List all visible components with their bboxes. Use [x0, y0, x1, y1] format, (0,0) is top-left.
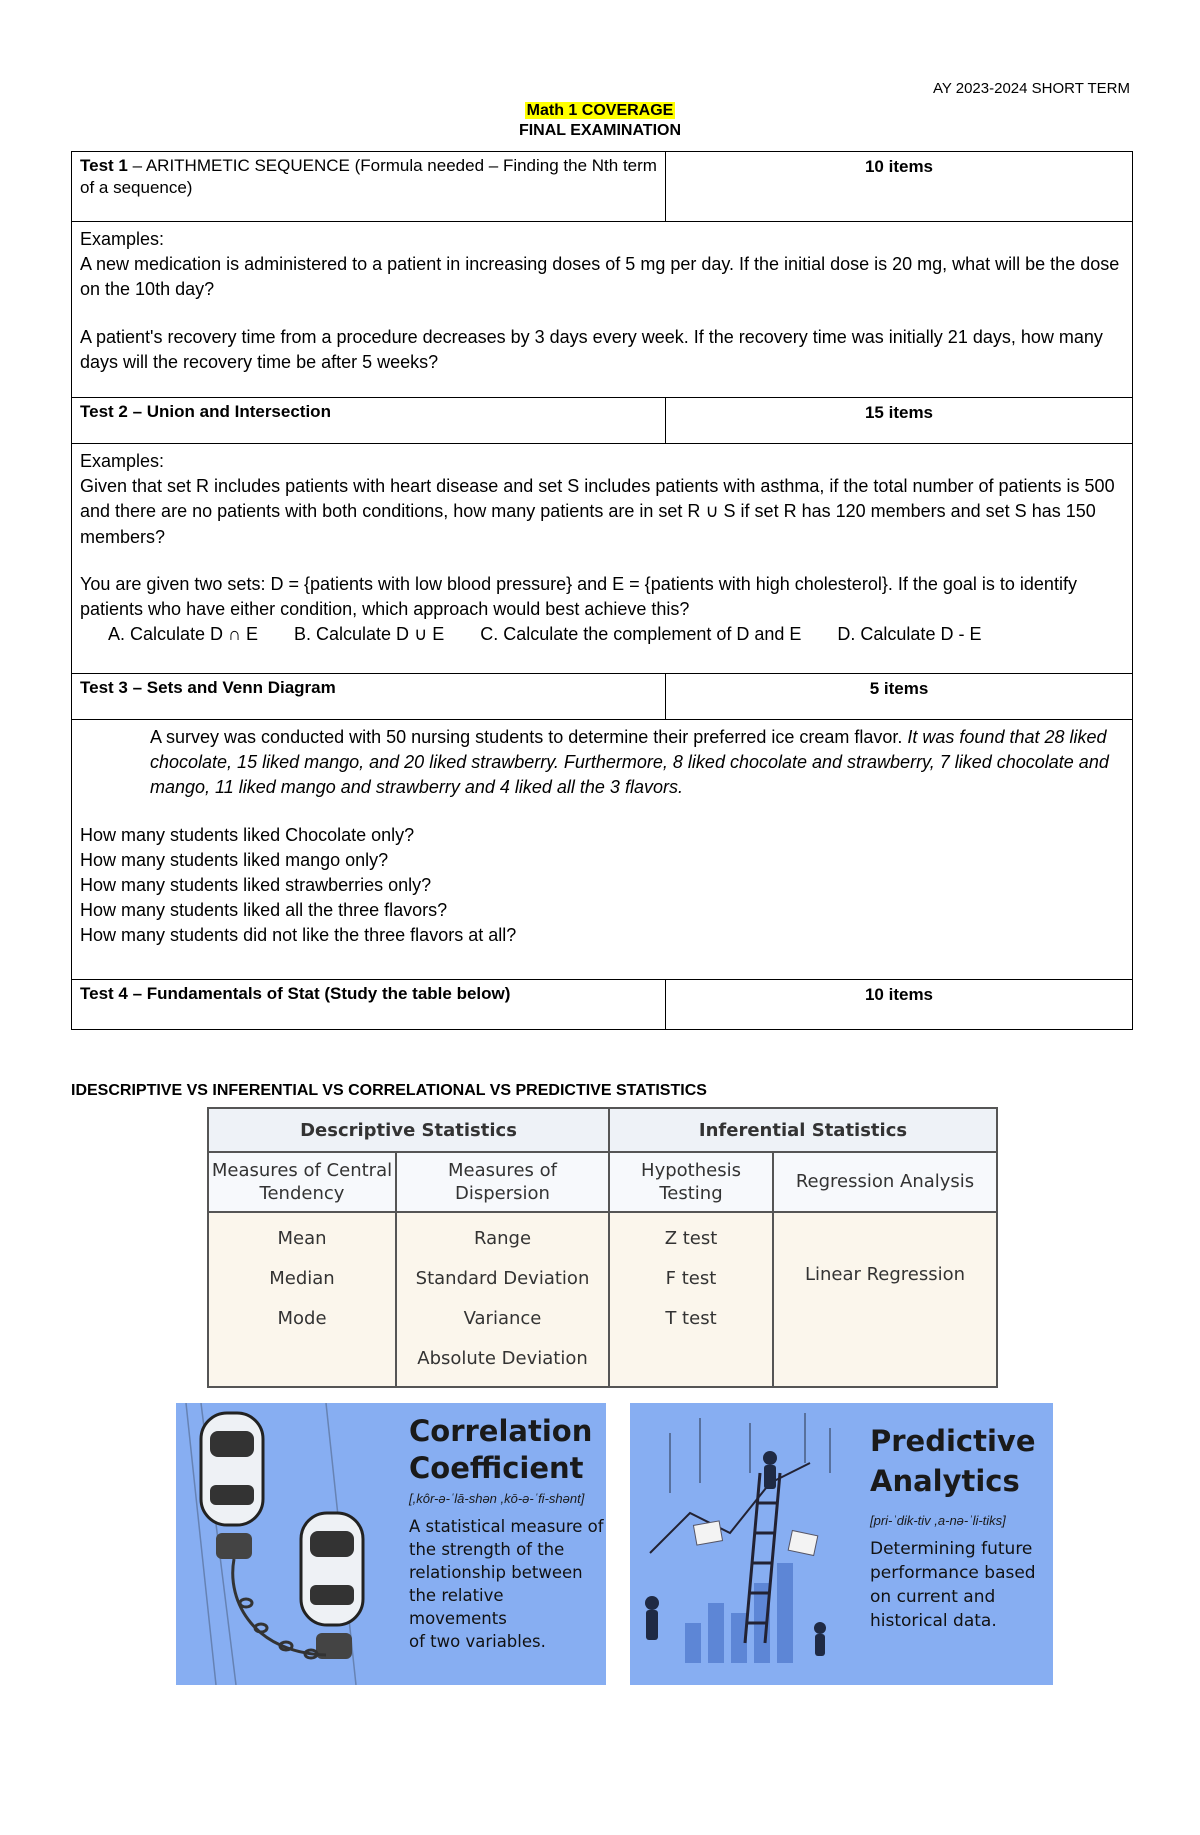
test2-items: 15 items: [666, 398, 1133, 444]
statistics-heading: IDESCRIPTIVE VS INFERENTIAL VS CORRELATIONAL VS PREDICTIVE STATISTICS: [71, 1082, 707, 1099]
desc-line: of two variables.: [409, 1632, 546, 1651]
statistics-table: [207, 1107, 998, 1388]
test3-header: [72, 674, 666, 720]
test2-example-2: You are given two sets: D = {patients with low blood pressure} and E = {patients with high cholesterol}. If the goal is to identify patients who have either condition, which approach would best achieve this?: [80, 573, 1077, 619]
test3-name: Test 3 – Sets and Venn Diagram: [80, 678, 336, 697]
option-c: C. Calculate the complement of D and E: [480, 624, 802, 645]
coverage-title: Math 1 COVERAGE: [526, 102, 674, 119]
desc-line: performance based: [870, 1563, 1036, 1583]
predictive-title-line2: Analytics: [870, 1464, 1020, 1498]
examples-label: Examples:: [80, 229, 165, 249]
hypothesis-testing-list: [609, 1212, 773, 1387]
list-item: T test: [665, 1308, 717, 1329]
coverage-table: [71, 151, 1133, 1030]
test3-question-4: How many students liked all the three flavors?: [80, 900, 448, 921]
test3-intro-plain: A survey was conducted with 50 nursing students to determine their preferred ice cream flavor.: [150, 727, 908, 747]
predictive-analytics-card: [630, 1403, 1053, 1685]
test3-intro-italic: It was found that 28 liked chocolate, 15 liked mango, and 20 liked strawberry. Furthermore, 8 liked chocolate and strawberry, 7 liked chocolate and mango, 11 liked mango and strawberry and 4 liked all the 3 flavors.: [150, 727, 1109, 798]
central-tendency-list: [208, 1212, 396, 1387]
correlation-description: [409, 1515, 606, 1653]
test2-name: Test 2 – Union and Intersection: [80, 402, 331, 421]
option-b: B. Calculate D ∪ E: [294, 624, 445, 645]
test3-question-1: How many students liked Chocolate only?: [80, 824, 415, 845]
list-item: Range: [473, 1228, 532, 1249]
test3-question-3: How many students liked strawberries only?: [80, 874, 432, 895]
correlation-title-line1: Correlation: [409, 1414, 593, 1448]
list-item: F test: [665, 1268, 717, 1289]
desc-line: the relative movements: [409, 1586, 507, 1628]
desc-line: the strength of the: [409, 1540, 565, 1559]
test1-example-2: A patient's recovery time from a procedure decreases by 3 days every week. If the recovery time was initially 21 days, how many days will the recovery time be after 5 weeks?: [80, 326, 1103, 372]
test1-header: [72, 152, 666, 222]
regression-analysis-list: [773, 1212, 997, 1387]
correlation-pronunciation: [,kôr-ə-ˈlā-shən ,kō-ə-ˈfi-shənt]: [409, 1491, 585, 1506]
test2-examples: [72, 444, 1133, 674]
test3-items: 5 items: [666, 674, 1133, 720]
test1-examples: [72, 222, 1133, 398]
test2-example-1: Given that set R includes patients with heart disease and set S includes patients with asthma, if the total number of patients is 500 and there are no patients with both conditions, how many patients are in set R ∪ S if set R has 120 members and set S has 150 members?: [80, 476, 1115, 547]
car-top-icon: [201, 1413, 263, 1559]
test1-topic: – ARITHMETIC SEQUENCE (Formula needed – Finding the Nth term of a sequence): [80, 156, 657, 198]
desc-line: A statistical measure of: [409, 1517, 604, 1536]
list-item: Z test: [664, 1228, 718, 1249]
hypothesis-testing-header: Hypothesis Testing: [609, 1152, 773, 1212]
inferential-statistics-header: Inferential Statistics: [609, 1108, 997, 1152]
academic-term: AY 2023-2024 SHORT TERM: [932, 80, 1130, 97]
desc-line: historical data.: [870, 1611, 997, 1631]
document-title-block: [0, 102, 1200, 140]
examples-label: Examples:: [80, 451, 165, 471]
list-item: Mode: [277, 1308, 327, 1329]
option-a: A. Calculate D ∩ E: [108, 624, 258, 645]
list-item: Linear Regression: [804, 1264, 966, 1285]
test1-example-1: A new medication is administered to a patient in increasing doses of 5 mg per day. If the initial dose is 20 mg, what will be the dose on the 10th day?: [80, 254, 1120, 300]
list-item: Absolute Deviation: [417, 1348, 588, 1369]
bar-chart-icon: [685, 1563, 793, 1663]
predictive-pronunciation: [pri-ˈdik-tiv ,a-nə-ˈli-tiks]: [870, 1513, 1006, 1528]
analytics-illustration: [630, 1403, 860, 1685]
test3-question-2: How many students liked mango only?: [80, 849, 389, 870]
predictive-title-line1: Predictive: [870, 1424, 1036, 1458]
list-item: Standard Deviation: [415, 1268, 590, 1289]
descriptive-statistics-header: Descriptive Statistics: [208, 1108, 609, 1152]
test4-header: [72, 980, 666, 1030]
test3-intro: [80, 725, 1124, 801]
dispersion-header: Measures of Dispersion: [396, 1152, 609, 1212]
desc-line: Determining future: [870, 1539, 1033, 1559]
correlation-title-line2: Coefficient: [409, 1451, 584, 1485]
test1-items: 10 items: [666, 152, 1133, 222]
test3-content: [72, 720, 1133, 980]
test1-name: Test 1: [80, 156, 128, 175]
exam-subtitle: FINAL EXAMINATION: [518, 122, 682, 139]
list-item: Mean: [277, 1228, 327, 1249]
list-item: Variance: [463, 1308, 542, 1329]
predictive-description: [870, 1537, 1036, 1633]
test4-name: Test 4 – Fundamentals of Stat (Study the table below): [80, 984, 511, 1003]
regression-analysis-header: Regression Analysis: [773, 1152, 997, 1212]
test2-header: [72, 398, 666, 444]
list-item: Median: [269, 1268, 335, 1289]
central-tendency-header: Measures of Central Tendency: [208, 1152, 396, 1212]
test2-options: [80, 622, 1124, 647]
desc-line: on current and: [870, 1587, 996, 1607]
correlation-coefficient-card: [176, 1403, 606, 1685]
test3-question-5: How many students did not like the three flavors at all?: [80, 925, 517, 946]
option-d: D. Calculate D - E: [837, 624, 982, 645]
candlestick-icon: [670, 1413, 830, 1493]
trend-line-icon: [650, 1463, 810, 1553]
chained-cars-illustration: [176, 1403, 376, 1685]
car-bottom-icon: [301, 1513, 363, 1659]
desc-line: relationship between: [409, 1563, 583, 1582]
dispersion-list: [396, 1212, 609, 1387]
test4-items: 10 items: [666, 980, 1133, 1030]
